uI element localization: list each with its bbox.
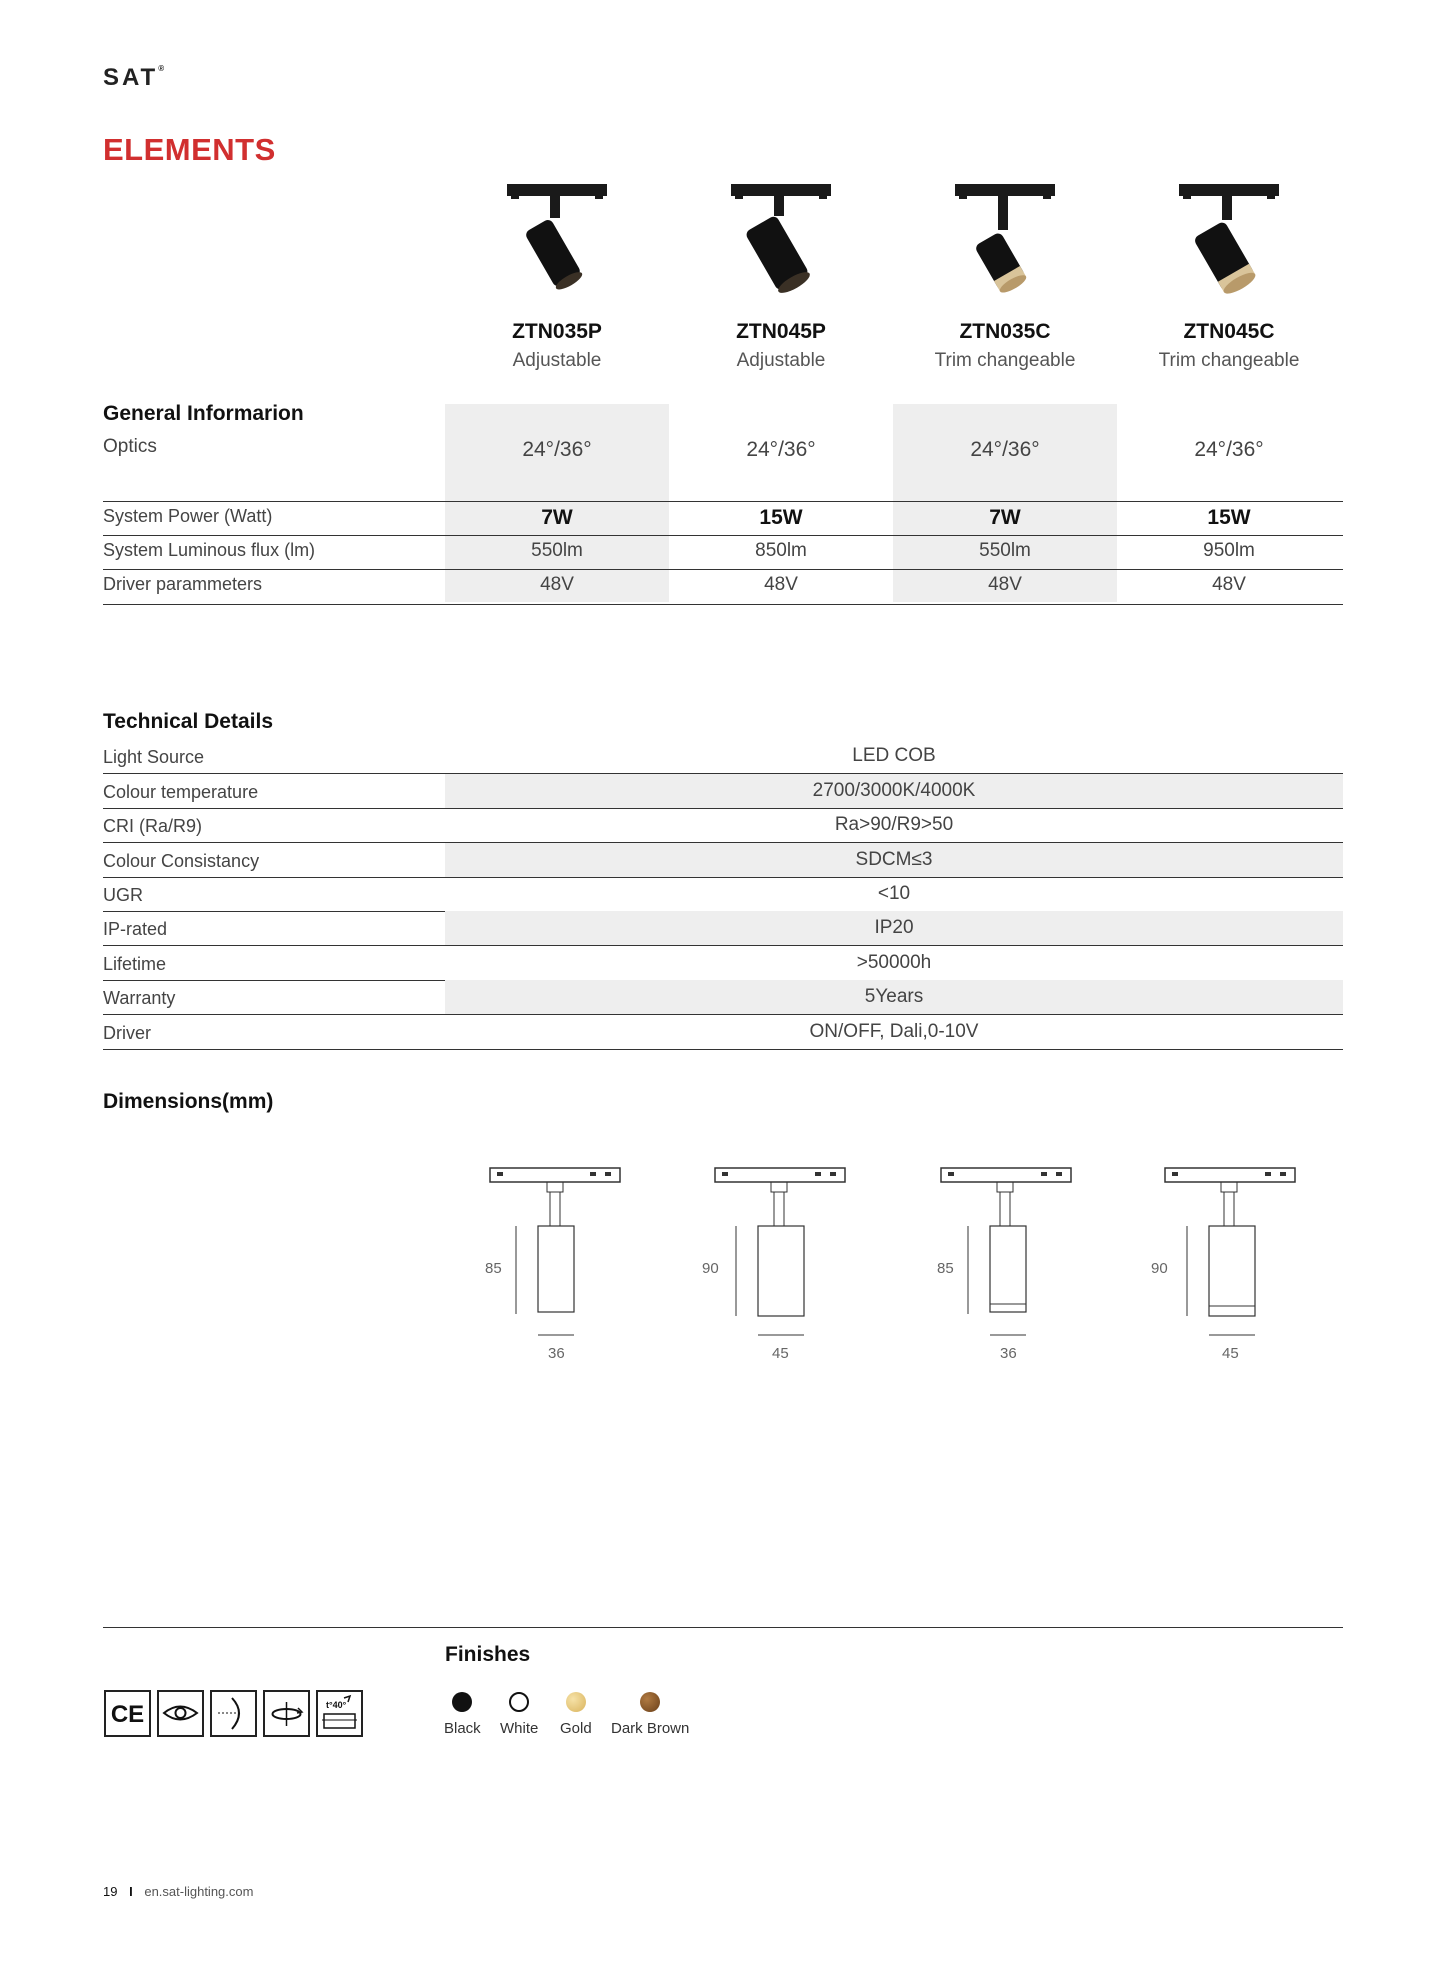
product-code: ZTN035P (512, 320, 602, 343)
page-number: 19 (103, 1884, 118, 1899)
dark-brown-swatch-icon (640, 1692, 660, 1712)
width-label: 36 (548, 1345, 565, 1362)
height-label: 85 (485, 1260, 502, 1277)
cell: 48V (1212, 574, 1246, 595)
general-row-flux (103, 535, 1343, 570)
width-label: 45 (772, 1345, 789, 1362)
product-column (1117, 180, 1341, 372)
row-value: <10 (877, 883, 911, 904)
row-label: Driver parammeters (103, 574, 263, 594)
finish-label: White (500, 1720, 539, 1737)
row-label: Light Source (103, 747, 205, 767)
optics-label: Optics (103, 436, 157, 457)
product-type: Adjustable (736, 350, 826, 371)
finish-dark-brown (611, 1692, 689, 1737)
product-code: ZTN045P (736, 320, 826, 343)
product-column (445, 180, 669, 372)
width-label: 36 (1000, 1345, 1017, 1362)
height-label: 90 (1151, 1260, 1168, 1277)
row-value: >50000h (856, 952, 932, 973)
dimension-drawing (1117, 1160, 1341, 1360)
row-label: Colour Consistancy (103, 851, 260, 871)
eye-safety-icon (157, 1690, 204, 1737)
row-label: Lifetime (103, 954, 167, 974)
cell: 48V (764, 574, 798, 595)
cell: 7W (989, 506, 1021, 529)
row-value: LED COB (852, 745, 936, 766)
technical-row (103, 739, 1343, 774)
footer-url[interactable]: en.sat-lighting.com (144, 1884, 254, 1899)
finish-label: Black (444, 1720, 481, 1737)
row-value: 5Years (445, 980, 1343, 1014)
dimension-drawing (445, 1160, 669, 1360)
cell: 550lm (979, 540, 1031, 561)
row-value: IP20 (445, 911, 1343, 945)
footer-separator: I (129, 1884, 133, 1899)
cell: 48V (988, 574, 1022, 595)
cell: 48V (540, 574, 574, 595)
cell: 850lm (755, 540, 807, 561)
product-code: ZTN035C (959, 320, 1051, 343)
product-image (445, 180, 669, 320)
row-value: ON/OFF, Dali,0-10V (809, 1021, 979, 1042)
height-label: 90 (702, 1260, 719, 1277)
cell: 7W (541, 506, 573, 529)
row-label: System Luminous flux (lm) (103, 540, 316, 560)
finishes-heading: Finishes (445, 1643, 531, 1666)
row-label: Driver (103, 1023, 151, 1043)
row-label: IP-rated (103, 919, 168, 939)
technical-row (103, 877, 1343, 912)
technical-row (103, 843, 1343, 878)
finish-label: Gold (560, 1720, 592, 1737)
row-value: SDCM≤3 (445, 843, 1343, 877)
technical-row (103, 911, 1343, 946)
technical-row (103, 1015, 1343, 1050)
general-row-driver (103, 569, 1343, 605)
rotation-icon (263, 1690, 310, 1737)
product-type: Adjustable (512, 350, 602, 371)
optics-value: 24°/36° (1194, 438, 1264, 461)
ce-mark-icon (104, 1690, 151, 1737)
width-label: 45 (1222, 1345, 1239, 1362)
temperature-icon (316, 1690, 363, 1737)
row-value: Ra>90/R9>50 (834, 814, 954, 835)
product-type: Trim changeable (1158, 350, 1300, 371)
dimension-drawing (669, 1160, 893, 1360)
footer (103, 1884, 253, 1899)
finish-label: Dark Brown (611, 1720, 690, 1737)
row-label: Warranty (103, 988, 176, 1008)
optics-value: 24°/36° (746, 438, 816, 461)
brand-logo: SAT® (103, 64, 168, 91)
optics-value: 24°/36° (970, 438, 1040, 461)
svg-text:CE: CE (110, 1701, 145, 1728)
finish-gold (560, 1692, 592, 1737)
row-label: UGR (103, 885, 143, 905)
technical-row (103, 774, 1343, 809)
cell: 15W (1207, 506, 1251, 529)
row-label: Colour temperature (103, 782, 259, 802)
gold-swatch-icon (566, 1692, 586, 1712)
general-heading: General Informarion (103, 402, 304, 425)
cell: 550lm (531, 540, 583, 561)
cell: 15W (759, 506, 803, 529)
row-value: 2700/3000K/4000K (445, 774, 1343, 808)
optics-value: 24°/36° (522, 438, 592, 461)
row-label: System Power (Watt) (103, 506, 273, 526)
page-title: ELEMENTS (103, 132, 276, 167)
technical-row (103, 980, 1343, 1015)
technical-row (103, 808, 1343, 843)
height-label: 85 (937, 1260, 954, 1277)
product-type: Trim changeable (934, 350, 1076, 371)
general-row-power (103, 501, 1343, 536)
section-divider (103, 1627, 1343, 1628)
product-code: ZTN045C (1183, 320, 1275, 343)
row-label: CRI (Ra/R9) (103, 816, 203, 836)
dimmable-icon (210, 1690, 257, 1737)
technical-row (103, 946, 1343, 981)
cell: 950lm (1203, 540, 1255, 561)
temperature-label: t°40° (326, 1700, 347, 1710)
dimensions-heading: Dimensions(mm) (103, 1090, 274, 1113)
product-image (669, 180, 893, 320)
black-swatch-icon (452, 1692, 472, 1712)
product-column (669, 180, 893, 372)
product-image (1117, 180, 1341, 320)
white-swatch-icon (509, 1692, 529, 1712)
product-image (893, 180, 1117, 320)
product-column (893, 180, 1117, 372)
finish-white (500, 1692, 538, 1737)
finish-black (444, 1692, 481, 1737)
dimension-drawing (893, 1160, 1117, 1360)
technical-heading: Technical Details (103, 710, 274, 733)
